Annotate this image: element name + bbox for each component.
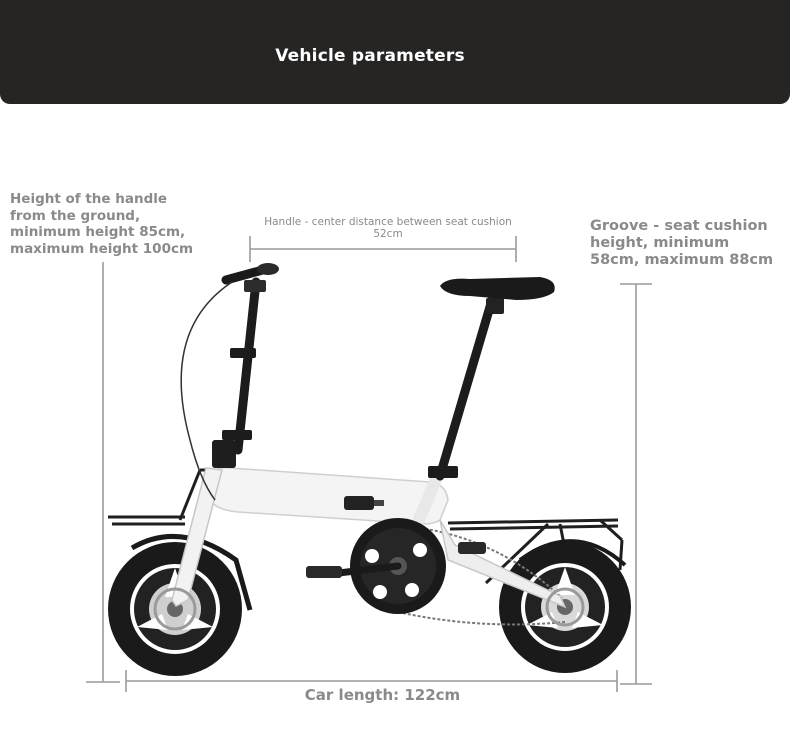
- handle-height-label: Height of the handle from the ground, minimum height 85cm, maximum height 100cm: [10, 191, 194, 257]
- folding-bike-illustration: [108, 263, 631, 676]
- main-frame: [208, 468, 448, 524]
- front-wheel: [108, 542, 242, 676]
- car-length-label: Car length: 122cm: [304, 686, 461, 704]
- seat-height-label: Groove - seat cushion height, minimum 58cm, maximum 88cm: [590, 218, 774, 268]
- handle-seat-distance-value: 52cm: [373, 228, 403, 240]
- page-title: Vehicle parameters: [275, 46, 465, 66]
- folding-hinge: [344, 496, 374, 510]
- crankset: [306, 518, 486, 614]
- saddle: [440, 277, 555, 300]
- seat-post: [440, 300, 492, 476]
- handle-seat-distance-title: Handle - center distance between seat cushion: [264, 216, 512, 228]
- handlebar-stem: [238, 282, 256, 450]
